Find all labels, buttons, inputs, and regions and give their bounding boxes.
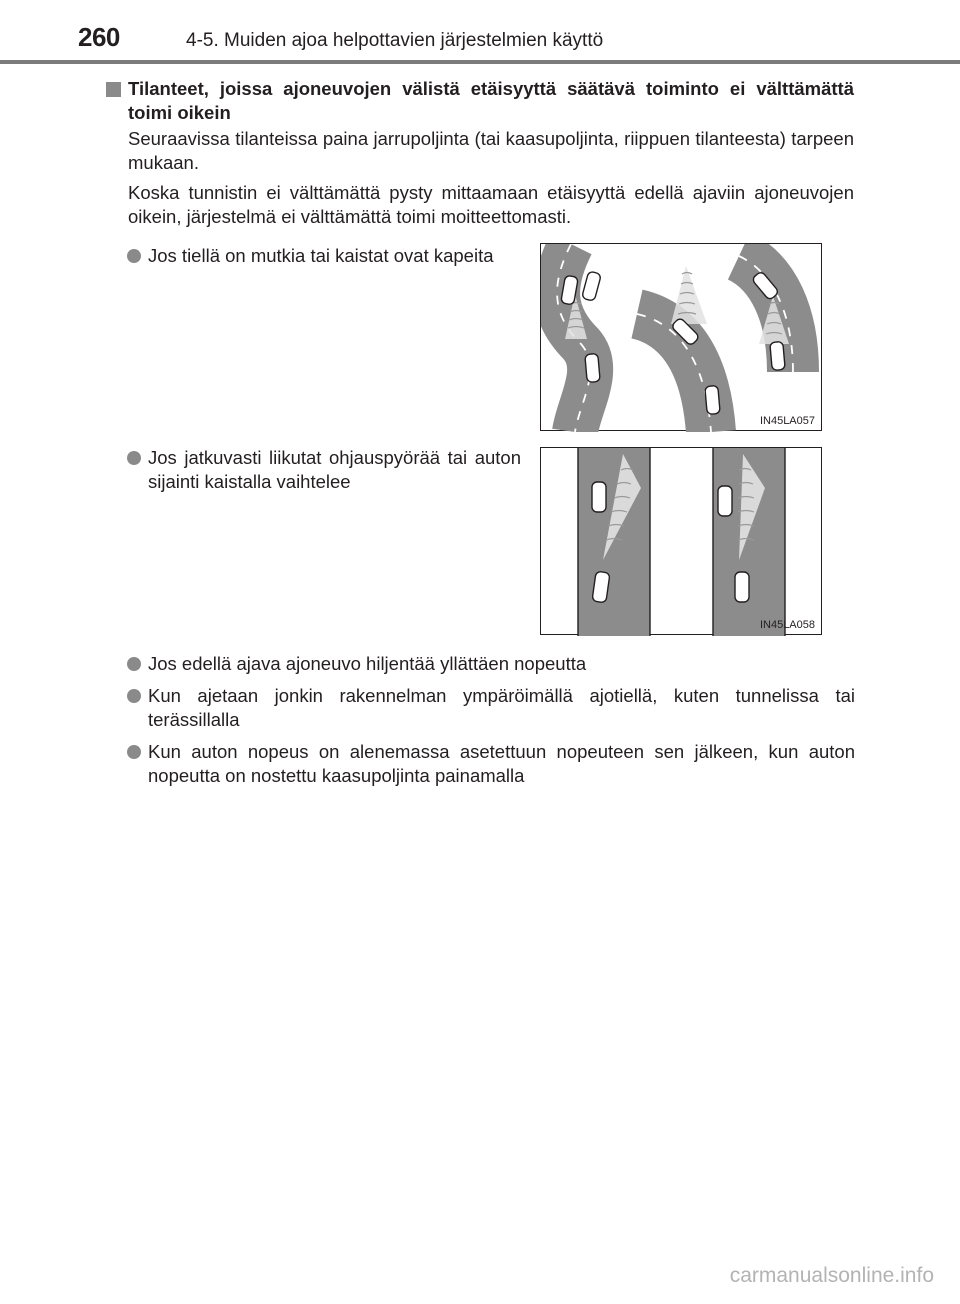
round-bullet-icon: [127, 689, 141, 703]
bullet-accelerator: [127, 740, 855, 788]
bullet-tunnel-text: Kun ajetaan jonkin rakennelman ympäröimällä ajotiellä, kuten tunnelissa tai terässillalla: [148, 685, 855, 730]
figure-lane-drift: [540, 447, 822, 635]
paragraph-pedal-advice: Seuraavissa tilanteissa paina jarrupoljinta (tai kaasupoljinta, riippuen tilanteesta) tarpeen mukaan.: [128, 128, 854, 173]
figure-code: IN45LA058: [759, 619, 815, 631]
bullet-curves: [127, 244, 521, 268]
square-bullet-icon: [106, 82, 121, 97]
bullet-sudden-braking: [127, 652, 855, 676]
bullet-steering-text: Jos jatkuvasti liikutat ohjauspyörää tai auton sijainti kaistalla vaihtelee: [148, 447, 521, 492]
lane-drift-illustration: [541, 448, 823, 636]
bullet-curves-text: Jos tiellä on mutkia tai kaistat ovat kapeita: [148, 245, 494, 266]
watermark: carmanualsonline.info: [729, 1264, 934, 1287]
round-bullet-icon: [127, 249, 141, 263]
paragraph-sensor-note: Koska tunnistin ei välttämättä pysty mittaamaan etäisyyttä edellä ajaviin ajoneuvojen oikein, järjestelmä ei välttämättä toimi moitteettomasti.: [128, 182, 854, 227]
page-number: 260: [78, 22, 120, 52]
figure-code: IN45LA057: [759, 415, 815, 427]
header-rule: [0, 60, 960, 64]
page-header: [0, 0, 960, 62]
round-bullet-icon: [127, 657, 141, 671]
section-heading-text: Tilanteet, joissa ajoneuvojen välistä etäisyyttä säätävä toiminto ei välttämättä toimi oikein: [128, 78, 854, 123]
bullet-sudden-braking-text: Jos edellä ajava ajoneuvo hiljentää yllättäen nopeutta: [148, 653, 587, 674]
section-heading: [106, 77, 854, 125]
round-bullet-icon: [127, 745, 141, 759]
figure-curved-roads: [540, 243, 822, 431]
round-bullet-icon: [127, 451, 141, 465]
bullet-tunnel: [127, 684, 855, 732]
chapter-title: 4-5. Muiden ajoa helpottavien järjestelmien käyttö: [186, 30, 604, 51]
bullet-steering: [127, 446, 521, 494]
curved-roads-illustration: [541, 244, 823, 432]
bullet-accelerator-text: Kun auton nopeus on alenemassa asetettuun nopeuteen sen jälkeen, kun auton nopeutta on nostettu kaasupoljinta painamalla: [148, 741, 855, 786]
